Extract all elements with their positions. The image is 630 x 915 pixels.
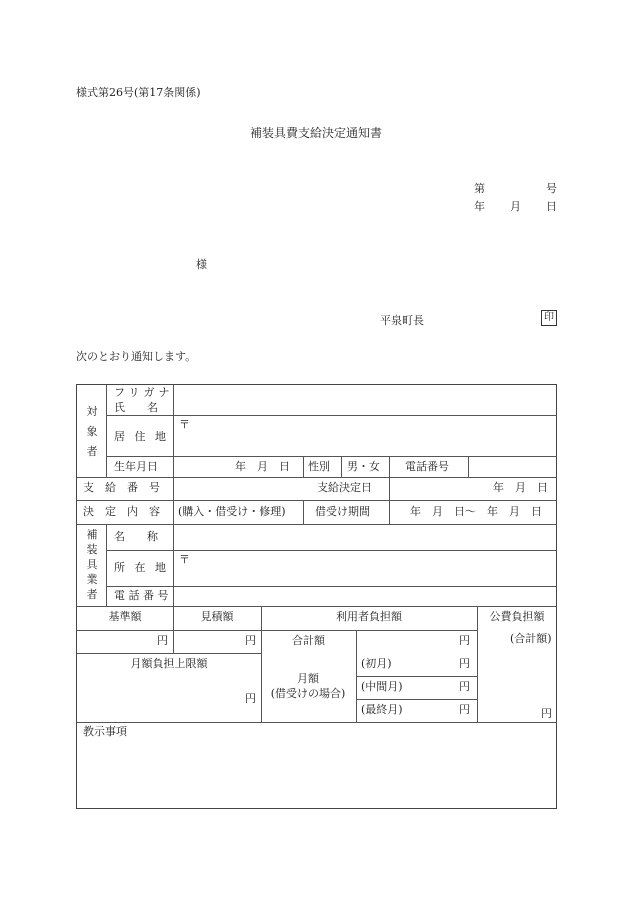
residence-postal-mark: 〒 (179, 418, 190, 431)
public-total-label: (合計額) (510, 632, 552, 645)
decision-content-label: 決 定 内 容 (83, 505, 160, 518)
contractor-name-label: 名 称 (114, 530, 158, 543)
subject-label: 対象者 (86, 405, 98, 458)
user-burden-label: 利用者負担額 (336, 610, 402, 623)
payment-number-label: 支 給 番 号 (83, 481, 160, 494)
estimate-yen: 円 (245, 634, 256, 647)
contractor-address-label: 所 在 地 (114, 561, 169, 574)
furigana-label: フリガナ (114, 386, 174, 399)
first-month-yen: 円 (459, 657, 470, 670)
public-burden-yen: 円 (541, 707, 552, 720)
decision-date-label: 支給決定日 (317, 481, 372, 494)
number-suffix: 号 (546, 182, 557, 195)
number-prefix: 第 (474, 182, 485, 195)
gender-options: 男・女 (347, 460, 380, 473)
total-label: 合計額 (292, 634, 325, 647)
intro-text: 次のとおり通知します。 (76, 350, 197, 363)
total-yen: 円 (459, 634, 470, 647)
estimate-amount-label: 見積額 (200, 610, 234, 623)
standard-amount-label: 基準額 (108, 610, 142, 623)
monthly-label: 月額 (297, 672, 319, 685)
last-month-yen: 円 (459, 703, 470, 716)
rental-case-label: (借受けの場合) (270, 687, 346, 700)
contractor-postal-mark: 〒 (179, 553, 190, 566)
first-month-label: (初月) (361, 657, 392, 670)
date-year: 年 (474, 200, 485, 213)
decision-content-options: (購入・借受け・修理) (178, 505, 286, 518)
name-label: 氏 名 (114, 401, 158, 414)
issuer-name: 平泉町長 (380, 314, 424, 327)
birthdate-label: 生年月日 (114, 460, 158, 473)
standard-yen: 円 (157, 634, 168, 647)
decision-date-ymd: 年 月 日 (493, 481, 548, 494)
notification-form (76, 384, 557, 809)
rental-period-value: 年 月 日〜 年 月 日 (410, 505, 542, 518)
instructions-label: 教示事項 (83, 725, 127, 738)
document-title: 補装具費支給決定通知書 (250, 126, 383, 140)
form-number: 様式第26号(第17条関係) (76, 86, 201, 99)
contractor-label: 補装具業者 (86, 528, 98, 601)
date-month: 月 (510, 200, 521, 213)
rental-period-label: 借受け期間 (315, 505, 370, 518)
phone-label: 電話番号 (405, 460, 449, 473)
contractor-phone-label: 電 話 番 号 (114, 589, 169, 602)
seal-icon: 印 (541, 310, 557, 326)
public-burden-label: 公費負担額 (489, 610, 545, 623)
middle-month-yen: 円 (459, 680, 470, 693)
monthly-cap-label: 月額負担上限額 (130, 657, 208, 670)
middle-month-label: (中間月) (361, 680, 403, 693)
residence-label: 居 住 地 (114, 430, 169, 443)
last-month-label: (最終月) (361, 703, 403, 716)
monthly-cap-yen: 円 (245, 692, 256, 705)
date-day: 日 (546, 200, 557, 213)
birthdate-ymd: 年 月 日 (235, 460, 290, 473)
gender-label: 性別 (308, 460, 330, 473)
recipient-honorific: 様 (196, 258, 207, 271)
